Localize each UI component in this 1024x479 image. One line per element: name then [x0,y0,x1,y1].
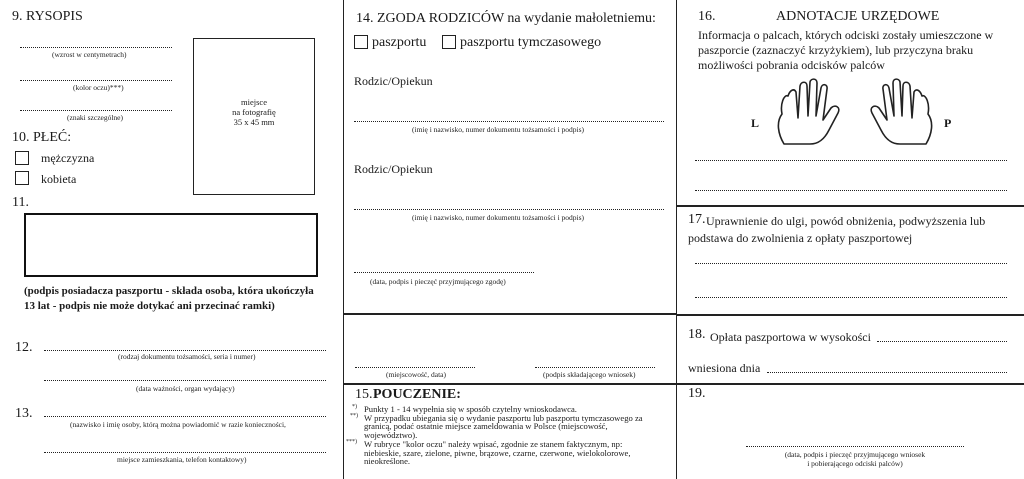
section-12-title: 12. [15,340,33,355]
section-16-number: 16. [698,9,716,24]
section-19-number: 19. [688,386,706,401]
applicant-signature-field[interactable] [535,367,655,368]
consent-field[interactable] [354,272,534,273]
left-hand-icon[interactable] [774,78,854,148]
section-10-title: 10. PŁEĆ: [12,130,72,145]
column-divider-left [343,0,344,479]
column-divider-right [676,0,677,479]
note3-line2: niebieskie, szare, zielone, piwne, brązowe, czarne, czerwone, wielokolorowe, [364,447,631,458]
section-16-title: ADNOTACJE URZĘDOWE [776,9,940,24]
distinguishing-marks-label: (znaki szczególne) [67,113,124,122]
fee-label: Opłata paszportowa w wysokości [710,330,871,344]
section-14-title: 14. ZGODA RODZICÓW na wydanie małoletniemu: [356,11,656,26]
fingerprint-info-line3: możliwości pobrania odcisków palców [698,58,885,72]
note2-line1: W przypadku ubiegania się o wydanie paszportu lub paszportu tymczasowego za [364,412,643,423]
height-field[interactable] [20,47,172,48]
photo-label-line3: 35 x 45 mm [233,117,275,127]
discount-field-line2[interactable] [695,297,1007,298]
contact-person-label: (nazwisko i imię osoby, którą można powiadomić w razie konieczności, [70,420,286,429]
consent-label: (data, podpis i pieczęć przyjmującego zgodę) [370,277,506,286]
parent1-label: Rodzic/Opiekun [354,74,433,88]
right-hand-label: P [944,116,952,130]
validity-field[interactable] [44,380,326,381]
passport-label: paszportu [372,35,427,50]
note2-mark: **) [350,412,358,419]
place-date-field[interactable] [355,367,475,368]
section-13-title: 13. [15,406,33,421]
signature-note-line1: (podpis posiadacza paszportu - składa osoba, która ukończyła [24,285,314,297]
section-9-title: 9. RYSOPIS [12,9,83,24]
section-16-bottom-rule [677,205,1024,207]
fingerprint-info-line2: paszporcie (zaznaczyć krzyżykiem), lub przyczyna braku [698,43,974,57]
section-17-number: 17. [688,212,706,227]
parent2-field-label: (imię i nazwisko, numer dokumentu tożsamości i podpis) [412,213,585,222]
section-11-title: 11. [12,195,29,210]
passport-checkbox[interactable] [354,35,368,49]
id-document-field[interactable] [44,350,326,351]
height-label: (wzrost w centymetrach) [52,50,127,59]
parent2-field[interactable] [354,209,664,210]
place-date-label: (miejscowość, data) [386,370,446,379]
contact-person-field[interactable] [44,416,326,417]
fee-amount-field[interactable] [877,341,1007,342]
receiver-label-line1: (data, podpis i pieczęć przyjmującego wniosek [784,450,926,459]
male-checkbox[interactable] [15,151,29,165]
right-hand-icon[interactable] [856,78,936,148]
signature-note-line2: 13 lat - podpis nie może dotykać ani przecinać ramki) [24,300,275,312]
validity-label: (data ważności, organ wydający) [136,384,235,393]
note2-line3: województwo). [364,430,418,441]
discount-field-line1[interactable] [695,263,1007,264]
temporary-passport-label: paszportu tymczasowego [460,35,602,50]
temporary-passport-checkbox[interactable] [442,35,456,49]
section-18-bottom-rule [677,383,1024,385]
photo-label-line2: na fotografię [232,107,276,117]
signature-box[interactable] [24,213,318,277]
section-18-number: 18. [688,327,706,342]
paid-date-field[interactable] [767,372,1007,373]
applicant-signature-label: (podpis składającego wniosek) [543,370,636,379]
id-document-label: (rodzaj dokumentu tożsamości, seria i numer) [118,352,256,361]
photo-box [193,38,315,195]
male-label: mężczyzna [41,151,95,165]
note3-mark: ***) [346,438,357,445]
section-15-number: 15. [355,387,373,402]
section-17-line2: podstawa do zwolnienia z opłaty paszportowej [688,231,913,245]
photo-label-line1: miejsce [241,97,267,107]
eye-color-label: (kolor oczu)***) [73,83,124,92]
note2-line2: granicą, podać ostatnie miejsce zameldowania w Polsce (miejscowość, [364,421,608,432]
section-14-bottom-rule [344,313,676,315]
note3-line3: nieokreślone. [364,456,411,467]
female-label: kobieta [41,172,77,186]
section-15-title: POUCZENIE: [373,387,461,402]
section-15-top-rule [344,383,676,385]
paid-date-label: wniesiona dnia [688,361,761,375]
fingerprint-info-line1: Informacja o palcach, których odciski zostały umieszczone w [698,28,994,42]
note1-text: Punkty 1 - 14 wypełnia się w sposób czytelny wnioskodawca. [364,404,577,414]
parent2-label: Rodzic/Opiekun [354,162,433,176]
female-checkbox[interactable] [15,171,29,185]
left-hand-label: L [751,116,760,130]
fingerprint-notes-line1[interactable] [695,160,1007,161]
eye-color-field[interactable] [20,80,172,81]
note3-line1: W rubryce "kolor oczu" należy wpisać, zgodnie ze stanem faktycznym, np: [364,438,623,449]
receiver-label-line2: i pobierającego odciski palców) [807,459,903,468]
section-17-bottom-rule [677,314,1024,316]
distinguishing-marks-field[interactable] [20,110,172,111]
contact-address-label: miejsce zamieszkania, telefon kontaktowy) [117,455,247,464]
parent1-field[interactable] [354,121,664,122]
note1-mark: *) [352,404,357,410]
contact-address-field[interactable] [44,452,326,453]
fingerprint-notes-line2[interactable] [695,190,1007,191]
section-17-line1: Uprawnienie do ulgi, powód obniżenia, podwyższenia lub [706,214,986,228]
receiver-signature-field[interactable] [746,446,964,447]
parent1-field-label: (imię i nazwisko, numer dokumentu tożsamości i podpis) [412,125,585,134]
